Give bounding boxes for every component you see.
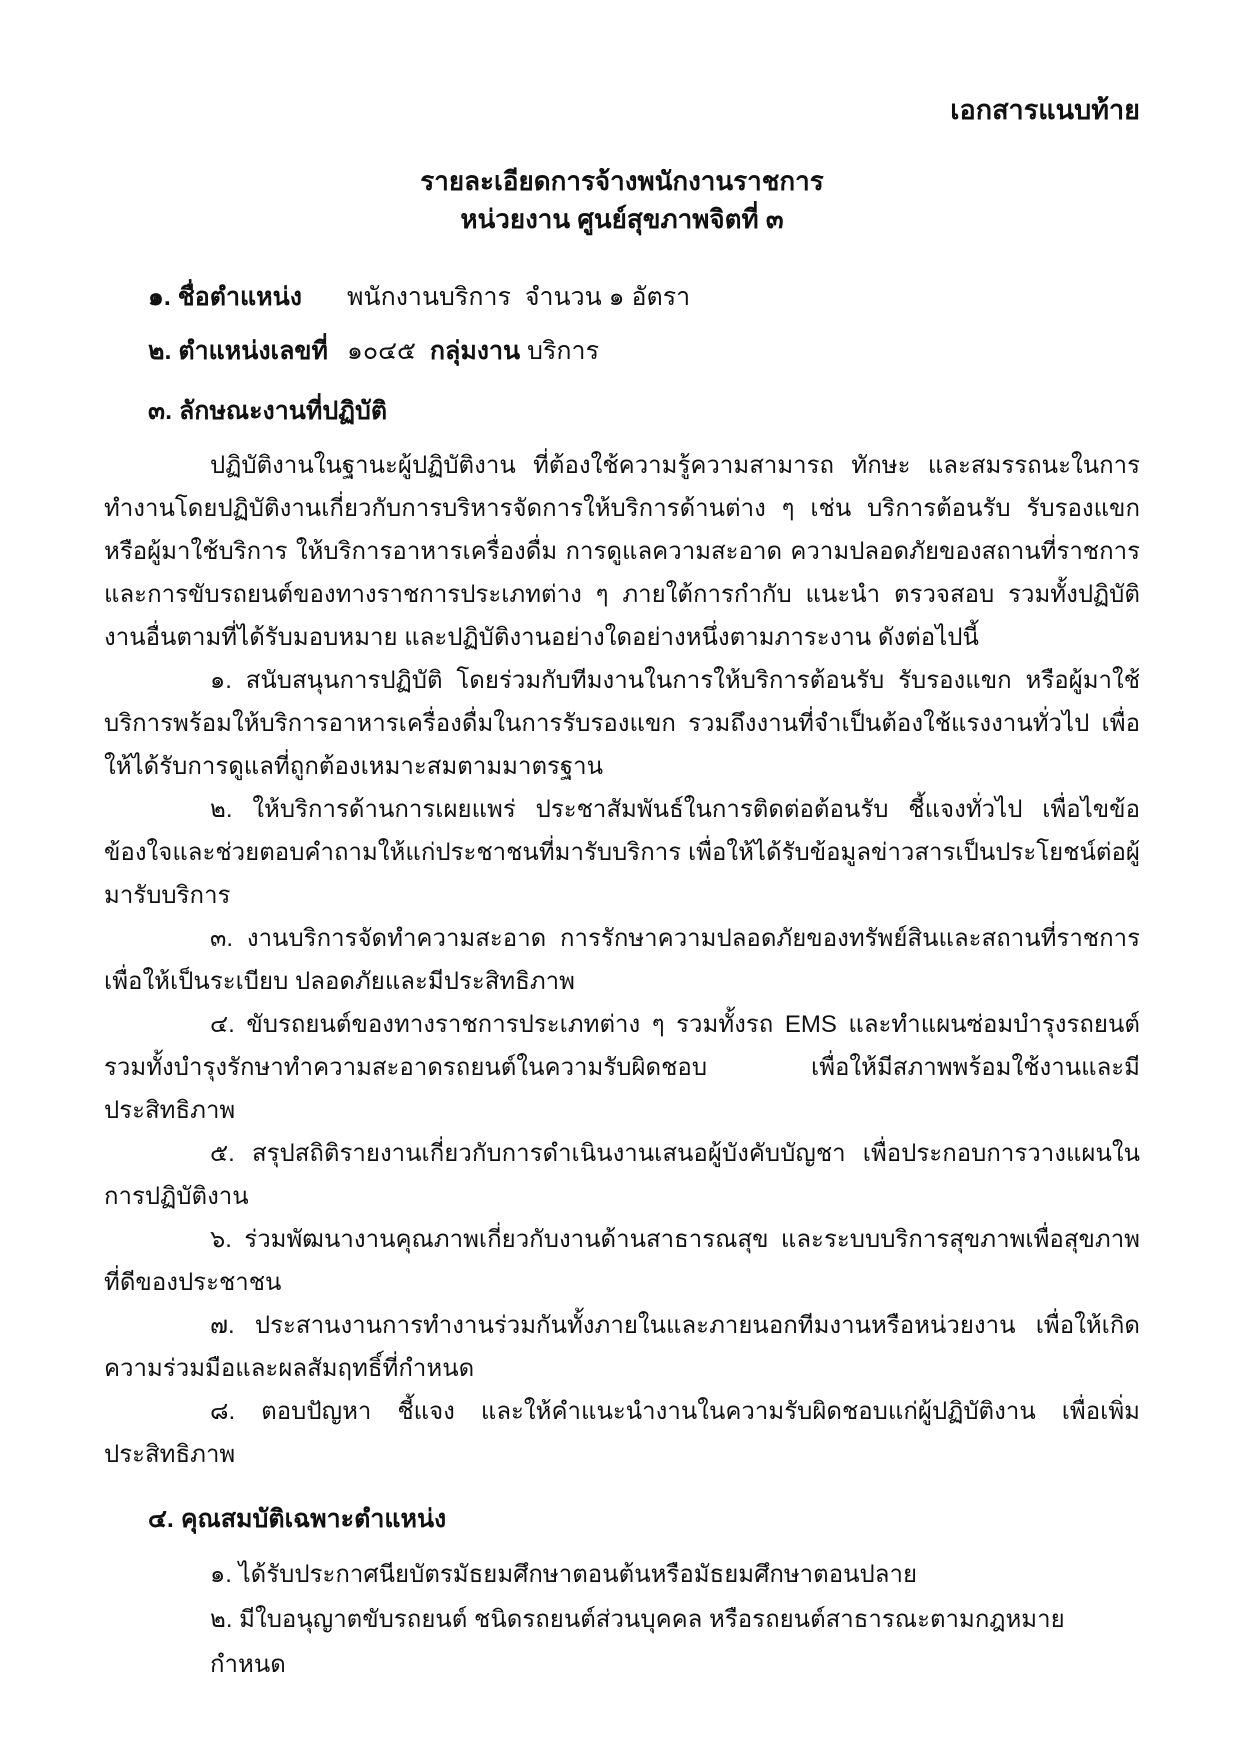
duty-item-5: ๕. สรุปสถิติรายงานเกี่ยวกับการดำเนินงานเสนอผู้บังคับบัญชา เพื่อประกอบการวางแผนในการปฏิบัติงาน xyxy=(104,1140,1140,1210)
work-group-value: บริการ xyxy=(520,337,600,365)
duty-item-2: ๒. ให้บริการด้านการเผยแพร่ ประชาสัมพันธ์ในการติดต่อต้อนรับ ชี้แจงทั่วไป เพื่อไขข้อข้องใจและช่วยตอบคำถามให้แก่ประชาชนที่มารับบริการ เพื่อให้ได้รับข้อมูลข่าวสารเป็นประโยชน์ต่อผู้มารับบริการ xyxy=(104,796,1140,909)
qualification-item-1: ๑. ได้รับประกาศนียบัตรมัธยมศึกษาตอนต้นหรือมัธยมศึกษาตอนปลาย xyxy=(210,1561,918,1588)
qualification-item-2: ๒. มีใบอนุญาตขับรถยนต์ ชนิดรถยนต์ส่วนบุคคล หรือรถยนต์สาธารณะตามกฎหมายกำหนด xyxy=(210,1606,1065,1678)
fields-block xyxy=(104,280,1140,368)
duty-item-7: ๗. ประสานงานการทำงานร่วมกันทั้งภายในและภายนอกทีมงานหรือหน่วยงาน เพื่อให้เกิด ความร่วมมือและผลสัมฤทธิ์ที่กำหนด xyxy=(104,1312,1140,1382)
duty-item-4: ๔. ขับรถยนต์ของทางราชการประเภทต่าง ๆ รวมทั้งรถ EMS และทำแผนซ่อมบำรุงรถยนต์ รวมทั้งบำรุงรักษาทำความสะอาดรถยนต์ในความรับผิดชอบ เพื่อให้มีสภาพพร้อมใช้งานและมีประสิทธิภาพ xyxy=(104,1011,1140,1124)
field-position-name-value: พนักงานบริการ จำนวน ๑ อัตรา xyxy=(347,283,691,311)
doc-attachment-tag: เอกสารแนบท้าย xyxy=(950,95,1140,125)
doc-title-line1: รายละเอียดการจ้างพนักงานราชการ xyxy=(420,166,824,196)
duty-item-6: ๖. ร่วมพัฒนางานคุณภาพเกี่ยวกับงานด้านสาธารณสุข และระบบบริการสุขภาพเพื่อสุขภาพที่ดีของประชาชน xyxy=(104,1226,1140,1296)
duties-list xyxy=(104,659,1140,1476)
duty-item-1: ๑. สนับสนุนการปฏิบัติ โดยร่วมกับทีมงานในการให้บริการต้อนรับ รับรองแขก หรือผู้มาใช้บริการพร้อมให้บริการอาหารเครื่องดื่มในการรับรองแขก รวมถึงงานที่จำเป็นต้องใช้แรงงานทั่วไป เพื่อให้ได้รับการดูแลที่ถูกต้องเหมาะสมตามมาตรฐาน xyxy=(104,667,1140,780)
field-position-number xyxy=(104,334,1140,368)
position-number: ๑๐๔๕ xyxy=(347,337,430,365)
section-qualifications-heading: ๔. คุณสมบัติเฉพาะตำแหน่ง xyxy=(148,1505,447,1533)
field-position-name xyxy=(104,280,1140,314)
field-position-number-label: ๒. ตำแหน่งเลขที่ xyxy=(148,337,328,365)
duty-item-8: ๘. ตอบปัญหา ชี้แจง และให้คำแนะนำงานในความรับผิดชอบแก่ผู้ปฏิบัติงาน เพื่อเพิ่มประสิทธิภาพ xyxy=(104,1398,1140,1468)
qualifications-list xyxy=(104,1552,1140,1687)
field-position-name-label: ๑. ชื่อตำแหน่ง xyxy=(148,283,302,311)
work-group-label: กลุ่มงาน xyxy=(429,337,521,365)
duties-intro-paragraph: ปฏิบัติงานในฐานะผู้ปฏิบัติงาน ที่ต้องใช้ความรู้ความสามารถ ทักษะ และสมรรถนะในการทำงานโดยปฏิบัติงานเกี่ยวกับการบริหารจัดการให้บริการด้านต่าง ๆ เช่น บริการต้อนรับ รับรองแขกหรือผู้มาใช้บริการ ให้บริการอาหารเครื่องดื่ม การดูแลความสะอาด ความปลอดภัยของสถานที่ราชการ และการขับรถยนต์ของทางราชการประเภทต่าง ๆ ภายใต้การกำกับ แนะนำ ตรวจสอบ รวมทั้งปฏิบัติงานอื่นตามที่ได้รับมอบหมาย และปฏิบัติงานอย่างใดอย่างหนึ่งตามภาระงาน ดังต่อไปนี้ xyxy=(104,452,1140,651)
duty-item-3: ๓. งานบริการจัดทำความสะอาด การรักษาความปลอดภัยของทรัพย์สินและสถานที่ราชการ เพื่อให้เป็นระเบียบ ปลอดภัยและมีประสิทธิภาพ xyxy=(104,925,1140,995)
section-duties-heading: ๓. ลักษณะงานที่ปฏิบัติ xyxy=(148,397,388,425)
field-position-number-value xyxy=(347,334,599,368)
doc-title-line2: หน่วยงาน ศูนย์สุขภาพจิตที่ ๓ xyxy=(460,204,784,234)
